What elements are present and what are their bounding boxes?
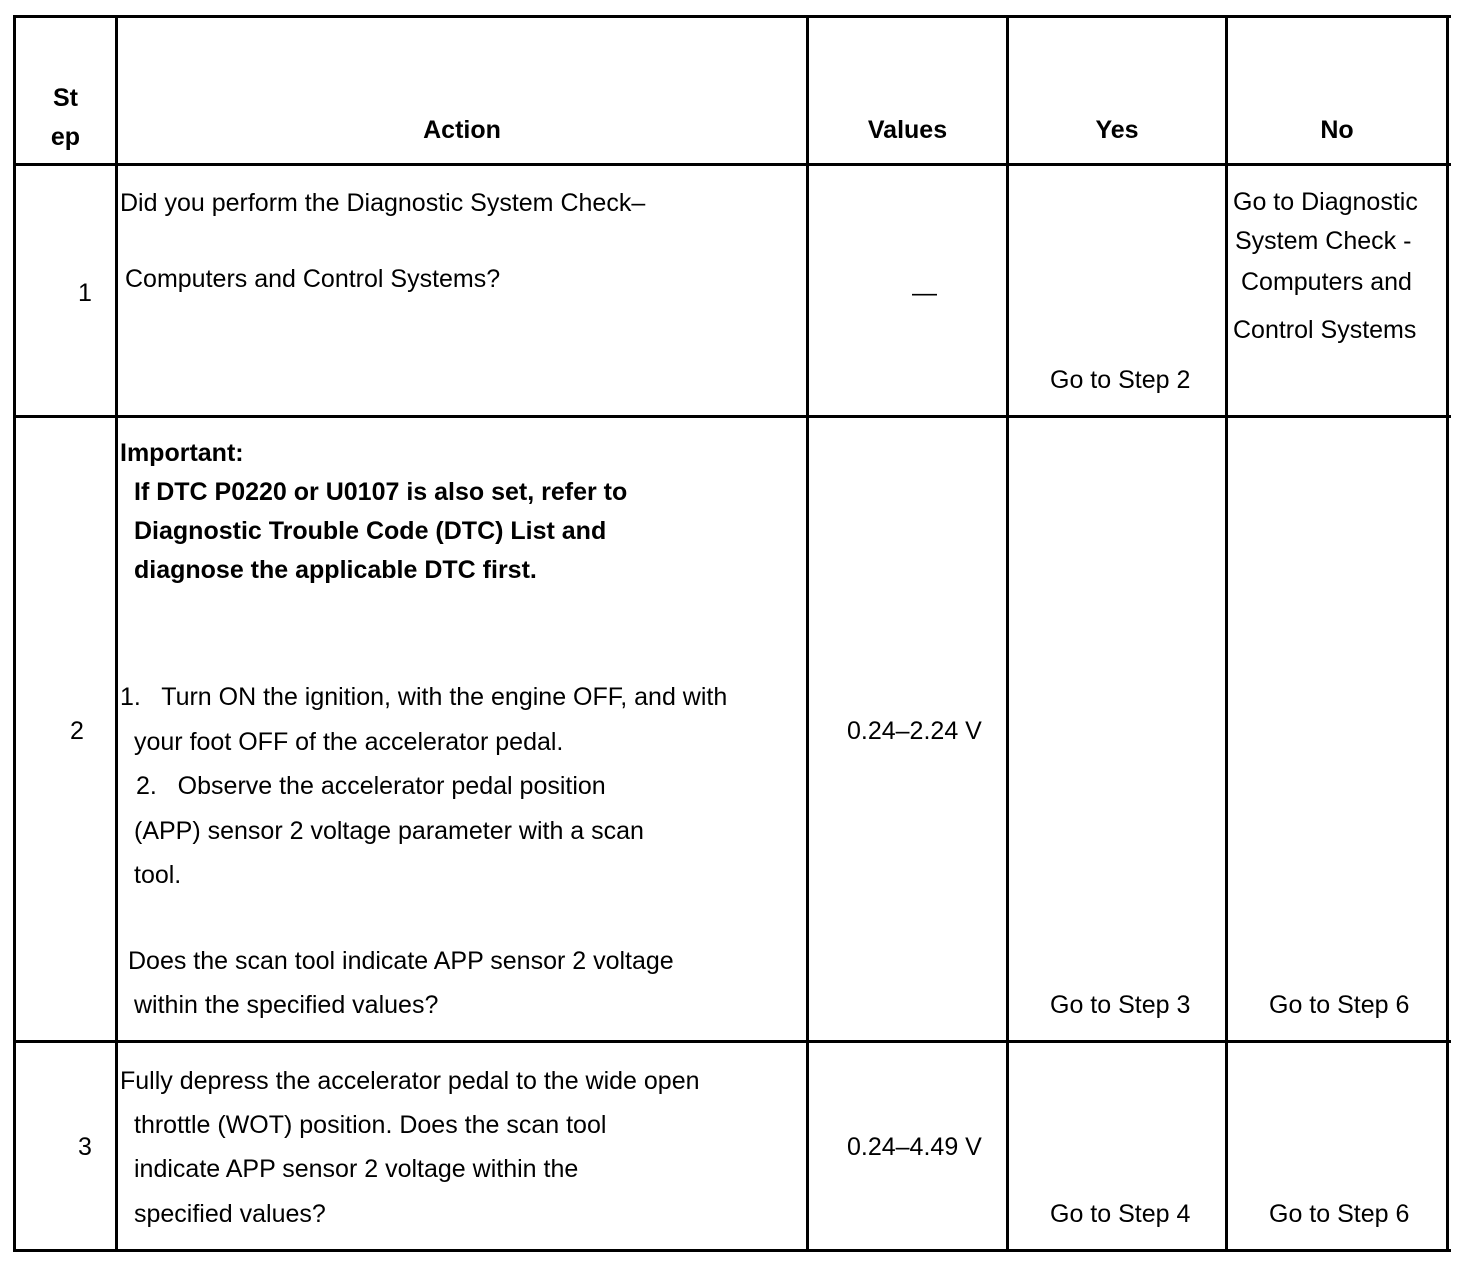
row2-action-line1: 1. Turn ON the ignition, with the engine OFF, and with <box>120 683 728 711</box>
row2-action-line4: (APP) sensor 2 voltage parameter with a scan <box>134 817 644 845</box>
row3-value: 0.24–4.49 V <box>847 1133 982 1161</box>
header-action: Action <box>423 116 501 144</box>
row2-no: Go to Step 6 <box>1269 991 1410 1019</box>
table-border-bottom <box>13 1249 1451 1252</box>
row3-action-line3: indicate APP sensor 2 voltage within the <box>134 1155 579 1183</box>
col-divider-action <box>806 15 809 1252</box>
row2-important-label: Important: <box>120 439 244 467</box>
row1-no-line4: Control Systems <box>1233 316 1417 344</box>
header-step <box>16 79 115 157</box>
col-divider-values <box>1006 15 1009 1252</box>
row2-important-line3: diagnose the applicable DTC first. <box>134 556 537 584</box>
row2-action-line3: 2. Observe the accelerator pedal position <box>136 772 606 800</box>
col-divider-yes <box>1225 15 1228 1252</box>
row1-action-line1: Did you perform the Diagnostic System Check– <box>120 189 646 217</box>
header-values: Values <box>867 116 948 144</box>
row3-action-line2: throttle (WOT) position. Does the scan tool <box>134 1111 607 1139</box>
row2-action-line5: tool. <box>134 861 182 889</box>
row2-important-line1: If DTC P0220 or U0107 is also set, refer to <box>134 478 628 506</box>
row2-step: 2 <box>70 717 84 745</box>
row3-no: Go to Step 6 <box>1269 1200 1410 1228</box>
row2-action-line7: within the specified values? <box>134 991 439 1019</box>
row-divider-2 <box>13 1040 1451 1043</box>
row3-yes: Go to Step 4 <box>1050 1200 1191 1228</box>
row2-yes: Go to Step 3 <box>1050 991 1191 1019</box>
row1-step: 1 <box>78 279 92 307</box>
col-divider-step <box>115 15 118 1252</box>
row1-no-line2: System Check - <box>1235 227 1412 255</box>
row1-no-line3: Computers and <box>1241 268 1412 296</box>
row3-action-line1: Fully depress the accelerator pedal to the wide open <box>120 1067 700 1095</box>
table-border-top <box>13 15 1451 18</box>
row1-action-line2: Computers and Control Systems? <box>125 265 501 293</box>
row2-action-line6: Does the scan tool indicate APP sensor 2 voltage <box>128 947 674 975</box>
row1-yes: Go to Step 2 <box>1050 366 1191 394</box>
row2-value: 0.24–2.24 V <box>847 717 982 745</box>
row1-value: — <box>912 279 937 307</box>
row-divider-1 <box>13 415 1451 418</box>
header-yes: Yes <box>1095 116 1139 144</box>
row1-no-line1: Go to Diagnostic <box>1233 188 1418 216</box>
row2-important-line2: Diagnostic Trouble Code (DTC) List and <box>134 517 607 545</box>
table-border-right <box>1446 15 1449 1252</box>
row3-action-line4: specified values? <box>134 1200 326 1228</box>
header-no: No <box>1320 116 1354 144</box>
row3-step: 3 <box>78 1133 92 1161</box>
header-step-line2: ep <box>50 123 81 151</box>
table-border-left <box>13 15 16 1252</box>
row2-action-line2: your foot OFF of the accelerator pedal. <box>134 728 564 756</box>
header-divider <box>13 163 1451 166</box>
header-step-line1: St <box>53 84 78 112</box>
